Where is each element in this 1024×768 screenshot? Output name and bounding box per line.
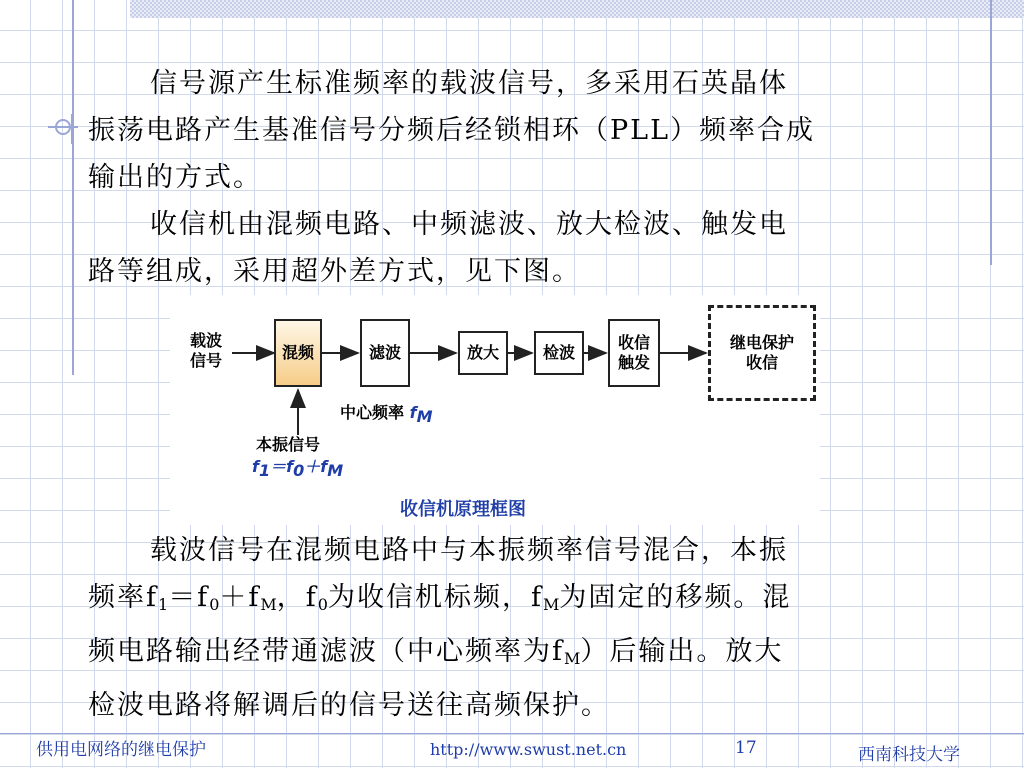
right-vertical-rule xyxy=(990,0,992,265)
paragraph-signal-source xyxy=(88,60,928,201)
block-filter: 滤波 xyxy=(360,319,410,387)
block-detector: 检波 xyxy=(534,331,584,375)
crosshair-bullet-icon xyxy=(48,114,78,144)
block-amplifier: 放大 xyxy=(458,331,508,375)
receiver-block-diagram xyxy=(170,295,820,525)
footer-school-name: 西南科技大学 xyxy=(858,745,960,765)
block-receive-trigger: 收信 触发 xyxy=(608,319,660,387)
diagram-caption: 收信机原理框图 xyxy=(400,499,526,520)
paragraph-mixing xyxy=(88,527,928,729)
center-frequency-label: 中心频率 $f_M$ xyxy=(340,403,433,426)
para3-line2: 频率$f_1=f_0+f_M$，$f_0$为收信机标频，$f_M$为固定的移频。混 xyxy=(88,582,792,614)
para3-line3: 频电路输出经带通滤波（中心频率为$f_M$）后输出。放大 xyxy=(88,636,784,668)
paragraph-receiver xyxy=(88,201,928,295)
para1-line1: 信号源产生标准频率的载波信号，多采用石英晶体 xyxy=(150,68,788,99)
para3-line4: 检波电路将解调后的信号送往高频保护。 xyxy=(88,690,610,721)
footer-course-title: 供用电网络的继电保护 xyxy=(36,740,206,760)
left-vertical-rule xyxy=(72,0,74,375)
para2-line2: 路等组成，采用超外差方式，见下图。 xyxy=(88,256,581,287)
para2-line1: 收信机由混频电路、中频滤波、放大检波、触发电 xyxy=(150,209,788,240)
local-oscillator-label: 本振信号 xyxy=(256,435,321,454)
block-relay-protection-receive: 继电保护 收信 xyxy=(708,305,816,401)
footer-divider xyxy=(0,733,1024,734)
footer-page-number: 17 xyxy=(735,738,757,758)
local-oscillator-formula: $f_1=f_0+f_M$ xyxy=(252,457,344,480)
para1-line3: 输出的方式。 xyxy=(88,162,262,193)
top-decorative-band xyxy=(130,0,1024,18)
para3-line1: 载波信号在混频电路中与本振频率信号混合，本振 xyxy=(150,535,788,566)
input-carrier-label: 载波 信号 xyxy=(190,331,223,370)
block-mixer: 混频 xyxy=(274,319,322,387)
para1-line2: 振荡电路产生基准信号分频后经锁相环（PLL）频率合成 xyxy=(88,115,816,146)
footer-url: http://www.swust.net.cn xyxy=(430,740,627,759)
